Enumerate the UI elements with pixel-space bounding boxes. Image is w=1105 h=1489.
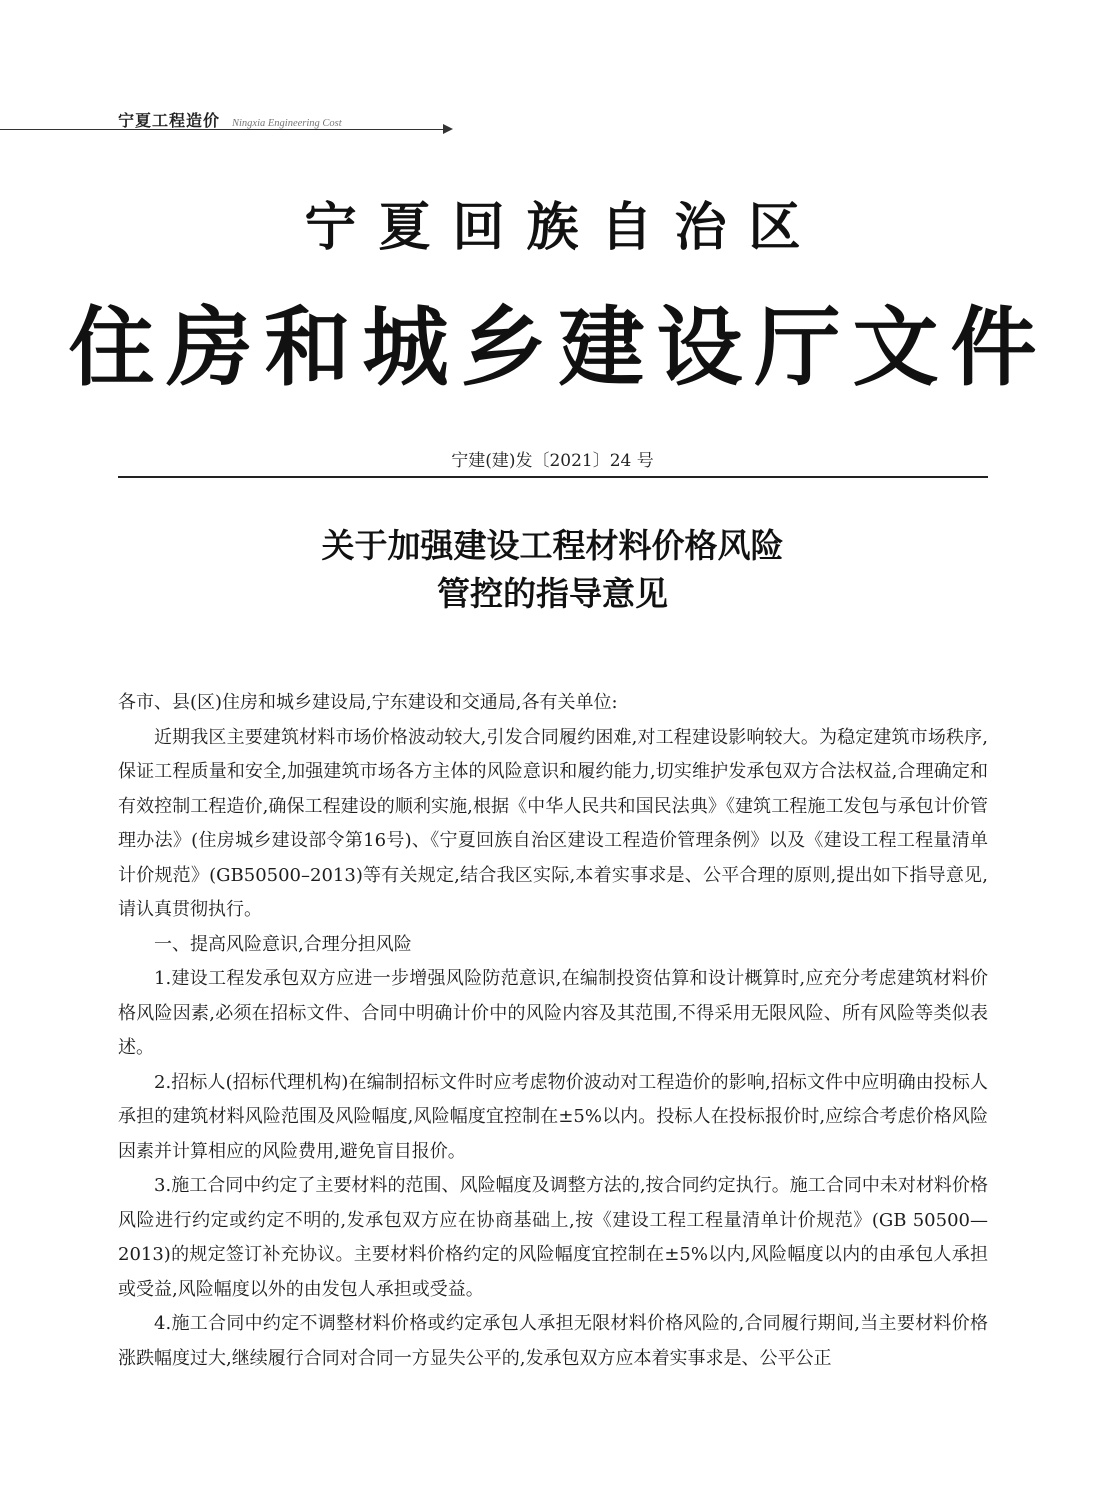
- paragraph-item-3: 3.施工合同中约定了主要材料的范围、风险幅度及调整方法的,按合同约定执行。施工合同中未对材料价格风险进行约定或约定不明的,发承包双方应在协商基础上,按《建设工程工程量清单计价规范》(GB 50500—2013)的规定签订补充协议。主要材料价格约定的风险幅度宜控制在±5%以内,风险幅度以内的由承包人承担或受益,风险幅度以外的由发包人承担或受益。: [118, 1175, 988, 1300]
- document-body: [118, 686, 988, 1376]
- journal-name-cn: 宁夏工程造价: [118, 111, 221, 130]
- issuer-region: 宁夏回族自治区: [304, 197, 823, 258]
- section-heading-1: 一、提高风险意识,合理分担风险: [154, 933, 412, 955]
- paragraph-item-4: 4.施工合同中约定不调整材料价格或约定承包人承担无限材料价格风险的,合同履行期间,当主要材料价格涨跌幅度过大,继续履行合同对合同一方显失公平的,发承包双方应本着实事求是、公平公正: [118, 1313, 988, 1369]
- paragraph-item-1: 1.建设工程发承包双方应进一步增强风险防范意识,在编制投资估算和设计概算时,应充分考虑建筑材料价格风险因素,必须在招标文件、合同中明确计价中的风险内容及其范围,不得采用无限风险、所有风险等类似表述。: [118, 968, 988, 1058]
- arrow-right-icon: [443, 124, 453, 134]
- header-rule: [0, 129, 445, 130]
- document-title-line-1: 关于加强建设工程材料价格风险: [321, 526, 784, 565]
- journal-name-en: Ningxia Engineering Cost: [232, 118, 342, 129]
- document-number: 宁建(建)发〔2021〕24 号: [451, 451, 654, 471]
- document-title-line-2: 管控的指导意见: [437, 574, 668, 613]
- issuer-department: 住房和城乡建设厅文件: [68, 297, 1049, 398]
- paragraph-item-2: 2.招标人(招标代理机构)在编制招标文件时应考虑物价波动对工程造价的影响,招标文件中应明确由投标人承担的建筑材料风险范围及风险幅度,风险幅度宜控制在±5%以内。投标人在投标报价时,应综合考虑价格风险因素并计算相应的风险费用,避免盲目报价。: [118, 1071, 988, 1162]
- paragraph-intro: 近期我区主要建筑材料市场价格波动较大,引发合同履约困难,对工程建设影响较大。为稳定建筑市场秩序,保证工程质量和安全,加强建筑市场各方主体的风险意识和履约能力,切实维护发承包双方合法权益,合理确定和有效控制工程造价,确保工程建设的顺利实施,根据《中华人民共和国民法典》《建筑工程施工发包与承包计价管理办法》(住房城乡建设部令第16号)、《宁夏回族自治区建设工程造价管理条例》以及《建设工程工程量清单计价规范》(GB50500–2013)等有关规定,结合我区实际,本着实事求是、公平合理的原则,提出如下指导意见,请认真贯彻执行。: [118, 726, 988, 920]
- title-divider: [118, 476, 988, 478]
- document-title: [0, 522, 1105, 618]
- salutation: 各市、县(区)住房和城乡建设局,宁东建设和交通局,各有关单位:: [118, 692, 618, 713]
